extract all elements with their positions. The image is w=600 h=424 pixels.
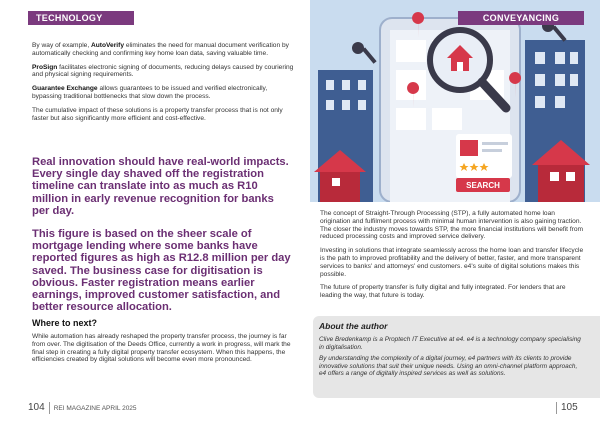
page-number-left: 104 bbox=[28, 402, 45, 413]
prosign-name: ProSign bbox=[32, 63, 58, 71]
cumulative-paragraph: The cumulative impact of these solutions is a property transfer process that is not only faster but also significantly more efficient and cost-effective. bbox=[32, 106, 283, 122]
footer-divider bbox=[49, 402, 50, 414]
guarantee-text: allows guarantees to be issued and verified electronically, bypassing traditional bottlenecks that slow down the process. bbox=[32, 85, 268, 100]
left-footer bbox=[28, 402, 137, 414]
closing-text: While automation has already reshaped the property transfer process, the journey is far from over. The digitisation of the Deeds Office, currently a work in progress, will mark the final step in creating a fully digital property transfer ecosystem. When this happens, the efficiencies created by digital solutions will become even more pronounced. bbox=[32, 333, 291, 364]
author-bio: Clive Bredenkamp is a Proptech IT Executive at e4. e4 is a technology company specialising in digitalisation. bbox=[319, 336, 581, 351]
prosign-paragraph bbox=[32, 64, 294, 80]
footer-divider-right bbox=[556, 402, 557, 414]
page-number-right: 105 bbox=[561, 402, 578, 413]
section-tag-technology: TECHNOLOGY bbox=[28, 11, 134, 25]
about-author-title: About the author bbox=[319, 321, 388, 331]
guarantee-name: Guarantee Exchange bbox=[32, 85, 98, 93]
about-author-body bbox=[319, 336, 581, 382]
guarantee-paragraph bbox=[32, 85, 294, 101]
pull-quote-2: This figure is based on the sheer scale of mortgage lending where some banks have reported figures as high as R12.8 million per day saved. The business case for digitisation is obvious. Faster registration means earlier earnings, improved customer satisfaction, and better resource allocation. bbox=[32, 228, 291, 314]
publication-name: REI MAGAZINE APRIL 2025 bbox=[53, 405, 137, 412]
search-label: SEARCH bbox=[466, 181, 500, 190]
stp-paragraph: The concept of Straight-Through Processing (STP), a fully automated home loan origination and fulfilment process with minimal human intervention is also gaining traction. The closer the industry moves towards STP, the more financial institutions will benefit from reduced processing costs and improved service delivery. bbox=[320, 210, 584, 241]
future-paragraph: The future of property transfer is fully digital and fully integrated. For lenders that are leading the way, that future is today. bbox=[320, 284, 566, 300]
closing-paragraph bbox=[32, 333, 294, 370]
investing-paragraph: Investing in solutions that integrate seamlessly across the home loan and transfer lifecycle is the path to improved profitability and the delivery of better, faster, and more transparent services to banks' and attorneys' end customers. e4's suite of digital solutions makes this possible. bbox=[320, 247, 584, 278]
autoverify-name: AutoVerify bbox=[91, 42, 124, 49]
listing-photo bbox=[460, 140, 478, 156]
section-tag-conveyancing: CONVEYANCING bbox=[458, 11, 584, 25]
intro-rest: eliminates the need for manual document verification by automatically checking and confirming key home loan data, saving valuable time. bbox=[32, 42, 289, 57]
company-bio: By understanding the complexity of a digital journey, e4 partners with its clients to provide innovative solutions that suit their unique needs. Using an omni-channel platform approach, e4 offers a range of digitally inspired services as well as solutions. bbox=[319, 355, 578, 378]
intro-lead: By way of example, bbox=[32, 42, 92, 49]
pull-quote-1: Real innovation should have real-world impacts. Every single day shaved off the registration timeline can translate into as much as R10 million in early revenue recognition for banks per day. bbox=[32, 156, 289, 217]
prosign-text: facilitates electronic signing of documents, reducing delays caused by couriering and physical signing requirements. bbox=[32, 63, 294, 79]
right-footer bbox=[552, 402, 578, 414]
property-search-illustration bbox=[310, 0, 600, 202]
intro-column bbox=[32, 42, 294, 128]
where-next-heading: Where to next? bbox=[32, 318, 98, 328]
right-page bbox=[300, 0, 600, 424]
autoverify-paragraph bbox=[32, 42, 294, 58]
about-author-box bbox=[313, 316, 600, 398]
right-column-text bbox=[320, 210, 585, 306]
